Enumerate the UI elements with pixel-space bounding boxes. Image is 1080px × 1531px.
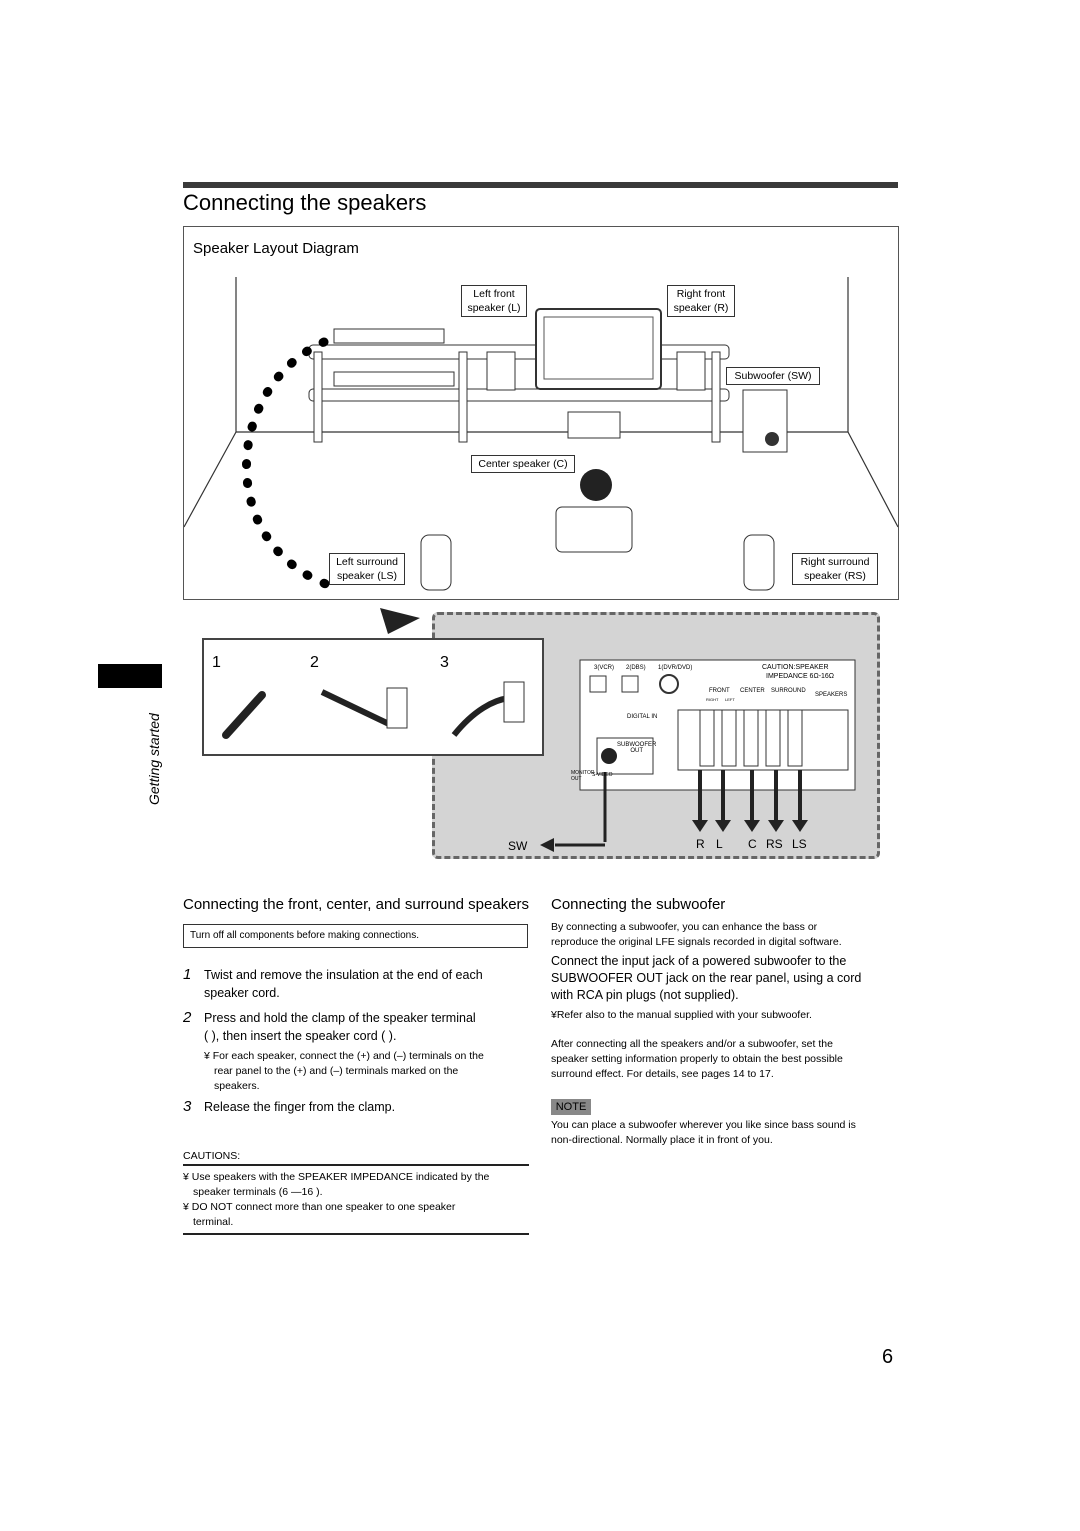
page-number: 6 [882,1346,894,1368]
step-1: 1 Twist and remove the insulation at the end of each speaker cord. [183,966,483,1000]
center-label: CENTER [740,688,765,694]
input-label-1: 3(VCR) [594,665,615,671]
note-text: You can place a subwoofer wherever you like since bass sound is non-directional. Normally place it in front of you. [551,1119,856,1146]
channel-r: R [696,837,705,851]
sub-instructions: Connect the input jack of a powered subwoofer to the SUBWOOFER OUT jack on the rear panel, using a cord with RCA pin plugs (not supplied). [551,954,862,1002]
step-2-bullet: ¥ For each speaker, connect the (+) and (–) terminals on the rear panel to the (+) and (–) terminals marked on the speakers. [204,1050,484,1092]
front-label: FRONT [709,688,730,694]
input-label-2: 2(DBS) [626,665,646,671]
sub-intro: By connecting a subwoofer, you can enhance the bass or reproduce the original LFE signals recorded in digital software. [551,921,842,948]
channel-c: C [748,837,757,851]
figure-step-2: 2 [310,654,319,671]
label-left-surround: Left surround speaker (LS) [329,553,405,585]
cautions-heading: CAUTIONS: [183,1150,241,1162]
step-3: 3 Release the finger from the clamp. [183,1098,396,1115]
subwoofer-out-label: SUBWOOFER OUT [617,742,657,754]
label-right-front: Right front speaker (R) [667,285,735,317]
label-center: Center speaker (C) [471,455,575,473]
figure-step-3: 3 [440,654,449,671]
cautions-rule-bottom [183,1233,529,1235]
step-2: 2 Press and hold the clamp of the speaker terminal ( ), then insert the speaker cord ( ). [183,1009,476,1043]
surround-label: SURROUND [771,688,806,694]
svideo-label: S-VIDEO [592,772,613,778]
impedance-label: IMPEDANCE 6Ω-16Ω [766,673,835,680]
caution-1: ¥ Use speakers with the SPEAKER IMPEDANCE indicated by the speaker terminals (6 —16 ). [183,1171,490,1198]
left-label: LEFT [725,697,735,702]
label-subwoofer: Subwoofer (SW) [726,367,820,385]
caution-2: ¥ DO NOT connect more than one speaker to one speaker terminal. [183,1201,456,1228]
cautions-rule-top [183,1164,529,1166]
wire-clamp-illustration [204,640,542,754]
sub-after: After connecting all the speakers and/or a subwoofer, set the speaker setting information properly to obtain the best possible surround effect. For details, see pages 14 to 17. [551,1038,843,1080]
rear-panel-illustration [540,652,860,852]
caution-label: CAUTION:SPEAKER [762,664,829,671]
page-title: Connecting the speakers [183,190,427,215]
figure-step-1: 1 [212,654,221,671]
channel-rs: RS [766,837,783,851]
monitor-out-label: MONITOR OUT [571,770,595,782]
layout-heading: Speaker Layout Diagram [193,240,359,257]
channel-l: L [716,837,723,851]
digital-in-label: DIGITAL IN [627,714,658,720]
label-right-surround: Right surround speaker (RS) [792,553,878,585]
title-rule [183,182,898,188]
side-tab: Getting started [146,713,162,805]
label-left-front: Left front speaker (L) [461,285,527,317]
sub-section-heading: Connecting the subwoofer [551,896,726,913]
right-label: RIGHT [706,697,719,702]
note-tag: NOTE [551,1099,591,1115]
front-section-heading: Connecting the front, center, and surround speakers [183,896,530,913]
section-marker [98,664,162,688]
room-illustration [184,227,898,599]
channel-ls: LS [792,837,807,851]
sw-label: SW [508,839,528,853]
sub-refer: ¥Refer also to the manual supplied with your subwoofer. [551,1009,812,1021]
speakers-label: SPEAKERS [815,692,848,698]
arrow-right-icon [380,598,430,638]
input-label-3: 1(DVR/DVD) [658,665,693,671]
notice-box: Turn off all components before making connections. [183,924,528,948]
wiring-steps-figure [202,638,544,756]
